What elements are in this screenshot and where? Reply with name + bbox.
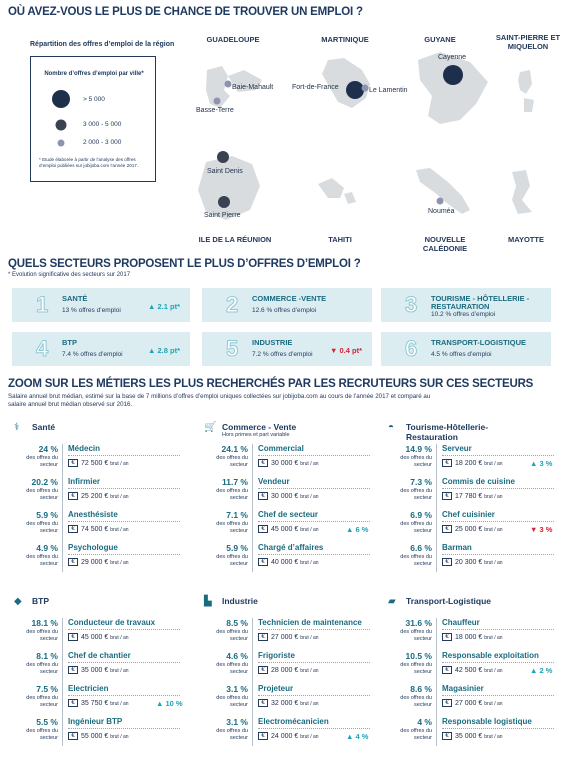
job-trend: ▲ 6 % — [346, 525, 369, 534]
job-share: 24.1 % — [221, 444, 248, 454]
region-reunion: ILE DE LA RÉUNION — [198, 235, 272, 244]
spm-shape — [518, 70, 534, 112]
column-title: BTP — [32, 596, 49, 606]
salary-unit: brut / an — [110, 634, 129, 641]
trowel-icon: ◆ — [14, 596, 22, 607]
sector-name: INDUSTRIE — [252, 338, 293, 347]
job-share-label: des offres du secteur — [216, 488, 248, 501]
job-divider — [442, 662, 554, 663]
job-salary — [258, 633, 319, 641]
job-divider — [68, 521, 180, 522]
job-share: 14.9 % — [405, 444, 432, 454]
job-salary — [258, 699, 319, 707]
section1-title: OÙ AVEZ-VOUS LE PLUS DE CHANCE DE TROUVER UN EMPLOI ? — [8, 6, 363, 18]
job-title: Chargé d’affaires — [258, 543, 324, 552]
job-salary — [258, 459, 319, 467]
bubble-fort-de-france — [346, 81, 364, 99]
column-divider — [436, 444, 437, 572]
section2-note: * Evolution significative des secteurs sur 2017 — [8, 272, 131, 278]
salary-unit: brut / an — [484, 526, 503, 533]
job-trend: ▼ 3 % — [530, 525, 553, 534]
job-salary — [258, 666, 319, 674]
sector-name-2: RESTAURATION — [431, 302, 490, 311]
euro-icon: € — [258, 666, 268, 674]
job-divider — [258, 695, 370, 696]
job-share: 3.1 % — [226, 717, 248, 727]
sector-number: 2 — [226, 292, 239, 317]
job-salary — [68, 699, 129, 707]
job-title: Chef de secteur — [258, 510, 319, 519]
salary-unit: brut / an — [110, 667, 129, 674]
job-salary — [442, 633, 503, 641]
salary-amount: 35 000 € — [81, 666, 111, 674]
job-divider — [258, 629, 370, 630]
city-fort-de-france: Fort-de-France — [292, 84, 339, 91]
sector-name: TOURISME - HÔTELLERIE - — [431, 294, 530, 303]
sector-share: 7.2 % offres d’emploi — [252, 351, 313, 358]
region-spm-1: SAINT-PIERRE ET — [495, 33, 561, 42]
salary-amount: 17 780 € — [455, 492, 485, 500]
job-share-label: des offres du secteur — [400, 728, 432, 741]
salary-amount: 18 000 € — [455, 633, 485, 641]
section3-intro-2: salaire annuel brut médian observé sur 2016. — [8, 401, 133, 408]
job-share: 3.1 % — [226, 684, 248, 694]
sector-card — [12, 288, 190, 322]
sector-card — [381, 332, 551, 366]
job-share: 7.3 % — [410, 477, 432, 487]
sector-number: 3 — [405, 292, 418, 317]
job-salary — [442, 558, 503, 566]
job-divider — [442, 455, 554, 456]
region-martinique: MARTINIQUE — [321, 35, 369, 44]
salary-unit: brut / an — [484, 559, 503, 566]
sector-share: 7.4 % offres d’emploi — [62, 351, 123, 358]
euro-icon: € — [258, 732, 268, 740]
salary-amount: 30 000 € — [271, 492, 301, 500]
sector-trend: ▲ 2.8 pt* — [147, 346, 180, 355]
column-title: Santé — [32, 422, 56, 432]
job-trend: ▲ 10 % — [156, 699, 183, 708]
salary-unit: brut / an — [484, 733, 503, 740]
salary-unit: brut / an — [300, 460, 319, 467]
sector-trend: ▲ 2.1 pt* — [147, 302, 180, 311]
salary-unit: brut / an — [110, 700, 129, 707]
euro-icon: € — [68, 633, 78, 641]
job-divider — [442, 695, 554, 696]
salary-amount: 45 000 € — [81, 633, 111, 641]
job-share-label: des offres du secteur — [400, 662, 432, 675]
column-title: Transport-Logistique — [406, 596, 491, 606]
salary-unit: brut / an — [110, 559, 129, 566]
job-divider — [68, 728, 180, 729]
legend-note: * Etude élaborée à partir de l’analyse des offres d’emploi publiées sur jobijoba.com l’année 2017. — [39, 157, 139, 168]
job-share-label: des offres du secteur — [400, 521, 432, 534]
column-divider — [252, 444, 253, 572]
sector-number: 1 — [36, 292, 49, 317]
job-salary — [68, 666, 129, 674]
section3-title: ZOOM SUR LES MÉTIERS LES PLUS RECHERCHÉS PAR LES RECRUTEURS SUR CES SECTEURS — [8, 378, 534, 390]
job-divider — [68, 455, 180, 456]
job-salary — [68, 732, 129, 740]
job-title: Electromécanicien — [258, 717, 329, 726]
salary-amount: 20 300 € — [455, 558, 485, 566]
job-share: 8.1 % — [36, 651, 58, 661]
stethoscope-icon: ⚕ — [14, 422, 20, 433]
job-salary — [68, 633, 129, 641]
job-share-label: des offres du secteur — [400, 554, 432, 567]
bubble-le-lamentin — [362, 85, 369, 92]
map-shapes — [0, 0, 575, 260]
job-salary — [442, 699, 503, 707]
cloche-icon: ◓ — [388, 422, 395, 433]
job-share-label: des offres du secteur — [216, 662, 248, 675]
bubble-saint-pierre — [218, 196, 230, 208]
job-divider — [68, 488, 180, 489]
city-saint-denis: Saint Denis — [207, 168, 243, 175]
job-share: 7.5 % — [36, 684, 58, 694]
job-share: 8.5 % — [226, 618, 248, 628]
job-share: 24 % — [38, 444, 58, 454]
salary-amount: 25 000 € — [455, 525, 485, 533]
job-divider — [68, 662, 180, 663]
sector-card — [381, 288, 551, 322]
job-divider — [68, 554, 180, 555]
job-share-label: des offres du secteur — [26, 695, 58, 708]
job-salary — [68, 525, 129, 533]
job-share: 5.5 % — [36, 717, 58, 727]
job-share-label: des offres du secteur — [26, 554, 58, 567]
bubble-saint-denis — [217, 151, 229, 163]
salary-amount: 42 500 € — [455, 666, 485, 674]
job-title: Projeteur — [258, 684, 294, 693]
column-title: Commerce - Vente — [222, 422, 297, 432]
salary-amount: 35 000 € — [455, 732, 485, 740]
cart-icon: 🛒 — [204, 422, 217, 433]
sector-name: COMMERCE -VENTE — [252, 294, 327, 303]
salary-unit: brut / an — [110, 493, 129, 500]
salary-unit: brut / an — [300, 733, 319, 740]
job-share-label: des offres du secteur — [26, 629, 58, 642]
salary-unit: brut / an — [484, 460, 503, 467]
salary-unit: brut / an — [110, 460, 129, 467]
euro-icon: € — [68, 492, 78, 500]
salary-unit: brut / an — [300, 493, 319, 500]
salary-amount: 55 000 € — [81, 732, 111, 740]
job-divider — [442, 521, 554, 522]
job-share-label: des offres du secteur — [400, 455, 432, 468]
job-share-label: des offres du secteur — [26, 662, 58, 675]
legend-label-small: 2 000 - 3 000 — [83, 139, 122, 146]
job-divider — [258, 662, 370, 663]
euro-icon: € — [68, 732, 78, 740]
salary-unit: brut / an — [484, 493, 503, 500]
bubble-basse-terre — [214, 98, 221, 105]
legend-label-medium: 3 000 - 5 000 — [83, 121, 122, 128]
job-share: 4 % — [417, 717, 432, 727]
euro-icon: € — [442, 633, 452, 641]
city-le-lamentin: Le Lamentin — [369, 87, 408, 94]
city-basse-terre: Basse-Terre — [196, 107, 234, 114]
sector-number: 4 — [36, 336, 49, 361]
job-title: Commercial — [258, 444, 304, 453]
salary-amount: 32 000 € — [271, 699, 301, 707]
job-salary — [68, 558, 129, 566]
sector-share: 4.5 % offres d’emploi — [431, 351, 492, 358]
job-salary — [68, 459, 129, 467]
job-share: 4.9 % — [36, 543, 58, 553]
city-noumea: Nouméa — [428, 208, 455, 215]
region-guyane: GUYANE — [424, 35, 456, 44]
euro-icon: € — [258, 699, 268, 707]
sector-name: BTP — [62, 338, 77, 347]
euro-icon: € — [68, 459, 78, 467]
job-share-label: des offres du secteur — [26, 455, 58, 468]
euro-icon: € — [258, 558, 268, 566]
sector-trend: ▼ 0.4 pt* — [329, 346, 362, 355]
salary-unit: brut / an — [300, 634, 319, 641]
job-title: Chef cuisinier — [442, 510, 495, 519]
job-share-label: des offres du secteur — [400, 695, 432, 708]
column-divider — [252, 618, 253, 746]
salary-amount: 30 000 € — [271, 459, 301, 467]
sector-share: 10.2 % offres d’emploi — [431, 311, 496, 318]
salary-unit: brut / an — [300, 667, 319, 674]
salary-amount: 27 000 € — [271, 633, 301, 641]
euro-icon: € — [442, 666, 452, 674]
legend-label-large: > 5 000 — [83, 96, 105, 103]
salary-amount: 45 000 € — [271, 525, 301, 533]
job-trend: ▲ 3 % — [530, 459, 553, 468]
region-mayotte: MAYOTTE — [508, 235, 544, 244]
bubble-cayenne — [443, 65, 463, 85]
job-title: Conducteur de travaux — [68, 618, 156, 627]
reunion-shape — [198, 156, 260, 220]
euro-icon: € — [258, 525, 268, 533]
job-divider — [258, 554, 370, 555]
column-divider — [62, 618, 63, 746]
euro-icon: € — [442, 492, 452, 500]
job-share: 11.7 % — [222, 477, 248, 487]
salary-unit: brut / an — [484, 667, 503, 674]
job-divider — [68, 695, 180, 696]
euro-icon: € — [68, 525, 78, 533]
job-share-label: des offres du secteur — [400, 488, 432, 501]
job-title: Ingénieur BTP — [68, 717, 123, 726]
job-salary — [68, 492, 129, 500]
job-title: Vendeur — [258, 477, 290, 486]
sector-card — [12, 332, 190, 366]
job-divider — [442, 629, 554, 630]
salary-amount: 74 500 € — [81, 525, 111, 533]
salary-amount: 27 000 € — [455, 699, 485, 707]
job-salary — [442, 492, 503, 500]
sector-number: 6 — [405, 336, 418, 361]
bubble-baie-mahault — [225, 81, 232, 88]
job-divider — [442, 728, 554, 729]
bubble-noumea — [437, 198, 444, 205]
job-title: Infirmier — [68, 477, 101, 486]
sector-number: 5 — [226, 336, 239, 361]
salary-unit: brut / an — [484, 700, 503, 707]
job-divider — [258, 488, 370, 489]
section3-intro-1: Salaire annuel brut médian, estimé sur la base de 7 millions d’offres d’emploi uniques collectées sur jobijoba.com au cours de l’année 2017 et comparé au — [8, 393, 431, 400]
euro-icon: € — [442, 459, 452, 467]
euro-icon: € — [442, 732, 452, 740]
truck-icon: ▰ — [388, 596, 396, 607]
column-title: Tourisme-Hôtellerie- — [406, 422, 489, 432]
job-share-label: des offres du secteur — [216, 455, 248, 468]
region-nc-2: CALÉDONIE — [422, 244, 468, 253]
job-share: 18.1 % — [31, 618, 58, 628]
tahiti-shape — [318, 178, 356, 204]
euro-icon: € — [442, 525, 452, 533]
sector-share: 13 % offres d’emploi — [62, 307, 121, 314]
salary-amount: 28 000 € — [271, 666, 301, 674]
mayotte-shape — [512, 170, 532, 214]
job-title: Electricien — [68, 684, 109, 693]
job-title: Psychologue — [68, 543, 118, 552]
salary-unit: brut / an — [300, 700, 319, 707]
salary-unit: brut / an — [484, 634, 503, 641]
euro-icon: € — [442, 558, 452, 566]
job-divider — [258, 455, 370, 456]
job-title: Responsable exploitation — [442, 651, 539, 660]
job-share-label: des offres du secteur — [216, 629, 248, 642]
job-divider — [442, 554, 554, 555]
job-title: Barman — [442, 543, 472, 552]
job-salary — [442, 459, 503, 467]
job-share-label: des offres du secteur — [216, 695, 248, 708]
euro-icon: € — [68, 699, 78, 707]
job-title: Chef de chantier — [68, 651, 131, 660]
euro-icon: € — [68, 666, 78, 674]
legend-title: Répartition des offres d’emploi de la région — [30, 41, 175, 48]
job-salary — [258, 525, 319, 533]
salary-amount: 35 750 € — [81, 699, 111, 707]
salary-amount: 24 000 € — [271, 732, 301, 740]
guyane-shape — [418, 52, 488, 124]
job-salary — [258, 732, 319, 740]
salary-amount: 40 000 € — [271, 558, 301, 566]
salary-amount: 72 500 € — [81, 459, 111, 467]
job-share: 6.6 % — [410, 543, 432, 553]
job-salary — [258, 558, 319, 566]
job-share-label: des offres du secteur — [400, 629, 432, 642]
job-salary — [258, 492, 319, 500]
job-title: Médecin — [68, 444, 101, 453]
sector-share: 12.6 % offres d’emploi — [252, 307, 317, 314]
salary-amount: 29 000 € — [81, 558, 111, 566]
job-share-label: des offres du secteur — [216, 521, 248, 534]
sector-name: TRANSPORT-LOGISTIQUE — [431, 338, 527, 347]
job-divider — [442, 488, 554, 489]
job-divider — [258, 728, 370, 729]
euro-icon: € — [258, 492, 268, 500]
job-title: Magasinier — [442, 684, 484, 693]
region-tahiti: TAHITI — [328, 235, 352, 244]
job-title: Frigoriste — [258, 651, 295, 660]
euro-icon: € — [68, 558, 78, 566]
salary-unit: brut / an — [300, 526, 319, 533]
martinique-shape — [322, 58, 370, 108]
sector-name: SANTÉ — [62, 294, 88, 303]
column-note: Hors primes et part variable — [222, 432, 290, 438]
job-share: 7.1 % — [226, 510, 248, 520]
job-share-label: des offres du secteur — [26, 488, 58, 501]
job-salary — [442, 732, 503, 740]
salary-unit: brut / an — [110, 526, 129, 533]
job-title: Serveur — [442, 444, 472, 453]
job-share: 4.6 % — [226, 651, 248, 661]
job-share: 5.9 % — [226, 543, 248, 553]
column-title-2: Restauration — [406, 432, 458, 442]
euro-icon: € — [258, 633, 268, 641]
column-title: Industrie — [222, 596, 258, 606]
salary-unit: brut / an — [110, 733, 129, 740]
job-title: Commis de cuisine — [442, 477, 515, 486]
job-share: 31.6 % — [405, 618, 432, 628]
job-divider — [258, 521, 370, 522]
factory-icon: ▙ — [204, 596, 212, 607]
job-salary — [442, 666, 503, 674]
job-title: Chauffeur — [442, 618, 480, 627]
job-salary — [442, 525, 503, 533]
region-guadeloupe: GUADELOUPE — [206, 35, 260, 44]
salary-unit: brut / an — [300, 559, 319, 566]
job-share: 5.9 % — [36, 510, 58, 520]
job-share: 20.2 % — [31, 477, 58, 487]
salary-amount: 25 200 € — [81, 492, 111, 500]
column-divider — [62, 444, 63, 572]
section2-title: QUELS SECTEURS PROPOSENT LE PLUS D’OFFRES D’EMPLOI ? — [8, 258, 361, 270]
job-share-label: des offres du secteur — [26, 728, 58, 741]
job-share: 10.5 % — [405, 651, 432, 661]
sector-card — [202, 288, 372, 322]
job-title: Responsable logistique — [442, 717, 532, 726]
job-share: 6.9 % — [410, 510, 432, 520]
job-share-label: des offres du secteur — [216, 554, 248, 567]
job-title: Technicien de maintenance — [258, 618, 362, 627]
sector-card — [202, 332, 372, 366]
job-divider — [68, 629, 180, 630]
euro-icon: € — [442, 699, 452, 707]
city-cayenne: Cayenne — [438, 54, 467, 61]
euro-icon: € — [258, 459, 268, 467]
city-saint-pierre: Saint Pierre — [204, 212, 241, 219]
region-spm-2: MIQUELON — [507, 42, 549, 51]
job-share-label: des offres du secteur — [216, 728, 248, 741]
job-trend: ▲ 4 % — [346, 732, 369, 741]
job-share-label: des offres du secteur — [26, 521, 58, 534]
job-share: 8.6 % — [410, 684, 432, 694]
legend-box-title: Nombre d’offres d’emploi par ville* — [44, 71, 144, 77]
job-trend: ▲ 2 % — [530, 666, 553, 675]
column-divider — [436, 618, 437, 746]
region-nc-1: NOUVELLE — [424, 235, 466, 244]
salary-amount: 18 200 € — [455, 459, 485, 467]
city-baie-mahault: Baie-Mahault — [232, 84, 274, 91]
job-title: Anesthésiste — [68, 510, 118, 519]
